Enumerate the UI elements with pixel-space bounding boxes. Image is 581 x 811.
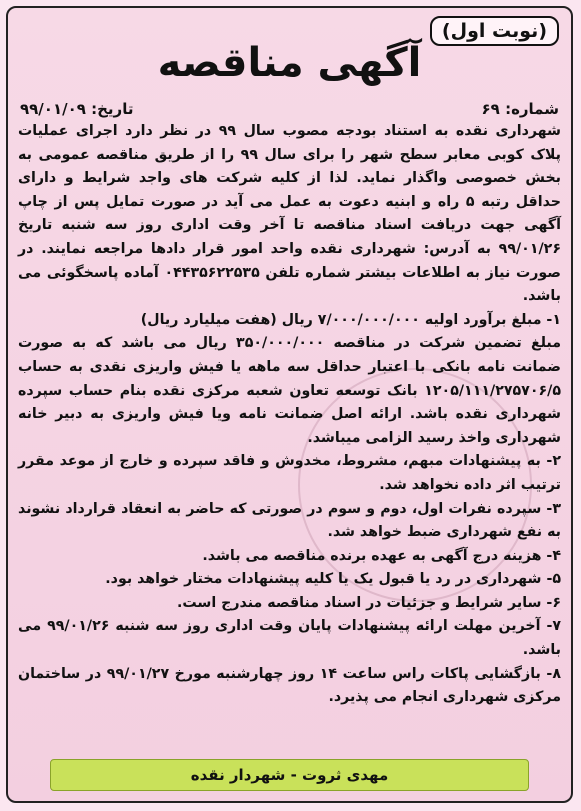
- item-5: ۵- شهرداری در رد یا قبول یک یا کلیه پیشنهادات مختار خواهد بود.: [105, 571, 561, 588]
- item-1: ۱- مبلغ برآورد اولیه ۷/۰۰۰/۰۰۰/۰۰۰ ریال (هفت میلیارد ریال): [140, 311, 561, 328]
- guarantee-paragraph: مبلغ تضمین شرکت در مناقصه ۳۵۰/۰۰۰/۰۰۰ ریال می باشد که به صورت ضمانت نامه بانکی با اعتبار حداقل سه ماهه یا فیش واریزی نقدی به حساب ۱۲۰۵/۱۱۱/۲۷۵۷۰۶/۵ بانک توسعه تعاون شعبه مرکزی نقده بنام حساب سپرده شهرداری نقده باشد. ارائه اصل ضمانت نامه ویا فیش واریزی به دبیر خانه شهرداری واخذ رسید الزامی میباشد.: [18, 335, 561, 446]
- item-7: ۷- آخرین مهلت ارائه پیشنهادات پایان وقت اداری روز سه شنبه ۹۹/۰۱/۲۶ می باشد.: [18, 618, 562, 659]
- item-2: ۲- به پیشنهادات مبهم، مشروط، مخدوش و فاقد سپرده و خارج از موعد مقرر ترتیب اثر داده نخواهد شد.: [18, 453, 561, 493]
- signature-bar: مهدی ثروت - شهردار نقده: [50, 759, 529, 791]
- item-8: ۸- بازگشایی پاکات راس ساعت ۱۴ روز چهارشنبه مورخ ۹۹/۰۱/۲۷ در ساختمان مرکزی شهرداری انجام می پذیرد.: [18, 665, 561, 706]
- notice-title: آگهی مناقصه: [157, 40, 422, 86]
- intro-paragraph: شهرداری نقده به استناد بودجه مصوب سال ۹۹ در نظر دارد اجرای عملیات پلاک کوبی معابر سطح شهر را برای سال ۹۹ را از طریق مناقصه عمومی به بخش خصوصی واگذار نماید. لذا از کلیه شرکت های واجد شرایط و دارای حداقل رتبه ۵ راه و ابنیه دعوت به عمل می آید در صورت تمایل پس از چاپ آگهی جهت دریافت اسناد مناقصه تا آخر وقت اداری روز سه شنبه تاریخ ۹۹/۰۱/۲۶ به آدرس: شهرداری نقده واحد امور قرار دادها مراجعه نمایند. در صورت نیاز به اطلاعات بیشتر شماره تلفن ۰۴۴۳۵۶۲۲۵۳۵ آماده پاسخگوئی می باشد.: [18, 123, 561, 305]
- notice-page: [6, 6, 573, 803]
- item-6: ۶- سایر شرایط و جزئیات در اسناد مناقصه مندرج است.: [176, 594, 561, 611]
- notice-body: [18, 120, 561, 710]
- item-3: ۳- سپرده نفرات اول، دوم و سوم در صورتی که حاضر به انعقاد قرارداد نشوند به نفع شهرداری ضبط خواهد شد.: [18, 500, 561, 541]
- notice-meta: [20, 100, 559, 118]
- item-4: ۴- هزینه درج آگهی به عهده برنده مناقصه می باشد.: [202, 547, 561, 564]
- notice-round-badge: (نوبت اول): [430, 16, 559, 46]
- notice-number: شماره: ۶۹: [481, 100, 559, 118]
- notice-date: تاریخ: ۹۹/۰۱/۰۹: [20, 100, 134, 118]
